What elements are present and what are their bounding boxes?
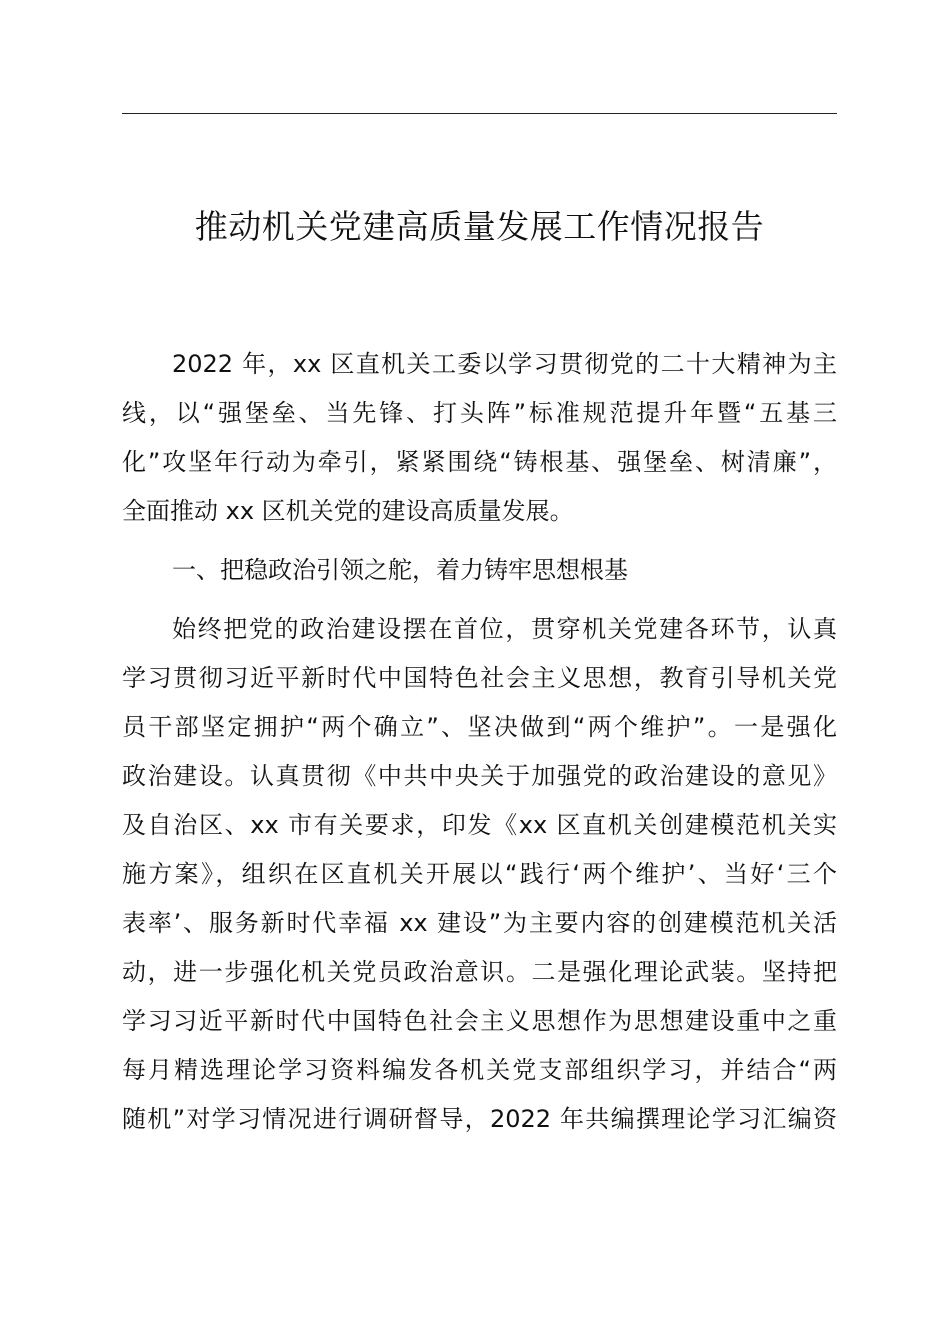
paragraph-line: 随机”对学习情况进行调研督导，2022 年共编撰理论学习汇编资 <box>122 1105 837 1133</box>
document-title: 推动机关党建高质量发展工作情况报告 <box>194 207 765 246</box>
paragraph-line: 学习贯彻习近平新时代中国特色社会主义思想，教育引导机关党 <box>122 664 837 692</box>
paragraph-line: 动，进一步强化机关党员政治意识。二是强化理论武装。坚持把 <box>122 958 837 986</box>
paragraph-line: 政治建设。认真贯彻《中共中央关于加强党的政治建设的意见》 <box>122 762 837 790</box>
paragraph-line: 及自治区、xx 市有关要求，印发《xx 区直机关创建模范机关实 <box>122 811 837 839</box>
paragraph-political-building <box>122 605 837 1144</box>
paragraph-line: 2022 年，xx 区直机关工委以学习贯彻党的二十大精神为主 <box>172 350 837 378</box>
document-body <box>122 340 837 1144</box>
paragraph-line: 施方案》，组织在区直机关开展以“践行‘两个维护’、当好‘三个 <box>122 860 837 888</box>
paragraph-line: 全面推动 xx 区机关党的建设高质量发展。 <box>122 497 574 525</box>
header-rule <box>122 113 837 114</box>
paragraph-line: 始终把党的政治建设摆在首位，贯穿机关党建各环节，认真 <box>172 615 837 643</box>
paragraph-line: 学习习近平新时代中国特色社会主义思想作为思想建设重中之重 <box>122 1007 837 1035</box>
paragraph-intro <box>122 340 837 536</box>
paragraph-line: 线，以“强堡垒、当先锋、打头阵”标准规范提升年暨“五基三 <box>122 399 837 427</box>
section-heading-text: 一、把稳政治引领之舵，着力铸牢思想根基 <box>172 556 628 584</box>
paragraph-line: 员干部坚定拥护“两个确立”、坚决做到“两个维护”。一是强化 <box>122 713 837 741</box>
paragraph-line: 化”攻坚年行动为牵引，紧紧围绕“铸根基、强堡垒、树清廉”， <box>122 448 837 476</box>
paragraph-line: 表率’、服务新时代幸福 xx 建设”为主要内容的创建模范机关活 <box>122 909 837 937</box>
section-heading <box>122 546 837 595</box>
paragraph-line: 每月精选理论学习资料编发各机关党支部组织学习，并结合“两 <box>122 1056 837 1084</box>
